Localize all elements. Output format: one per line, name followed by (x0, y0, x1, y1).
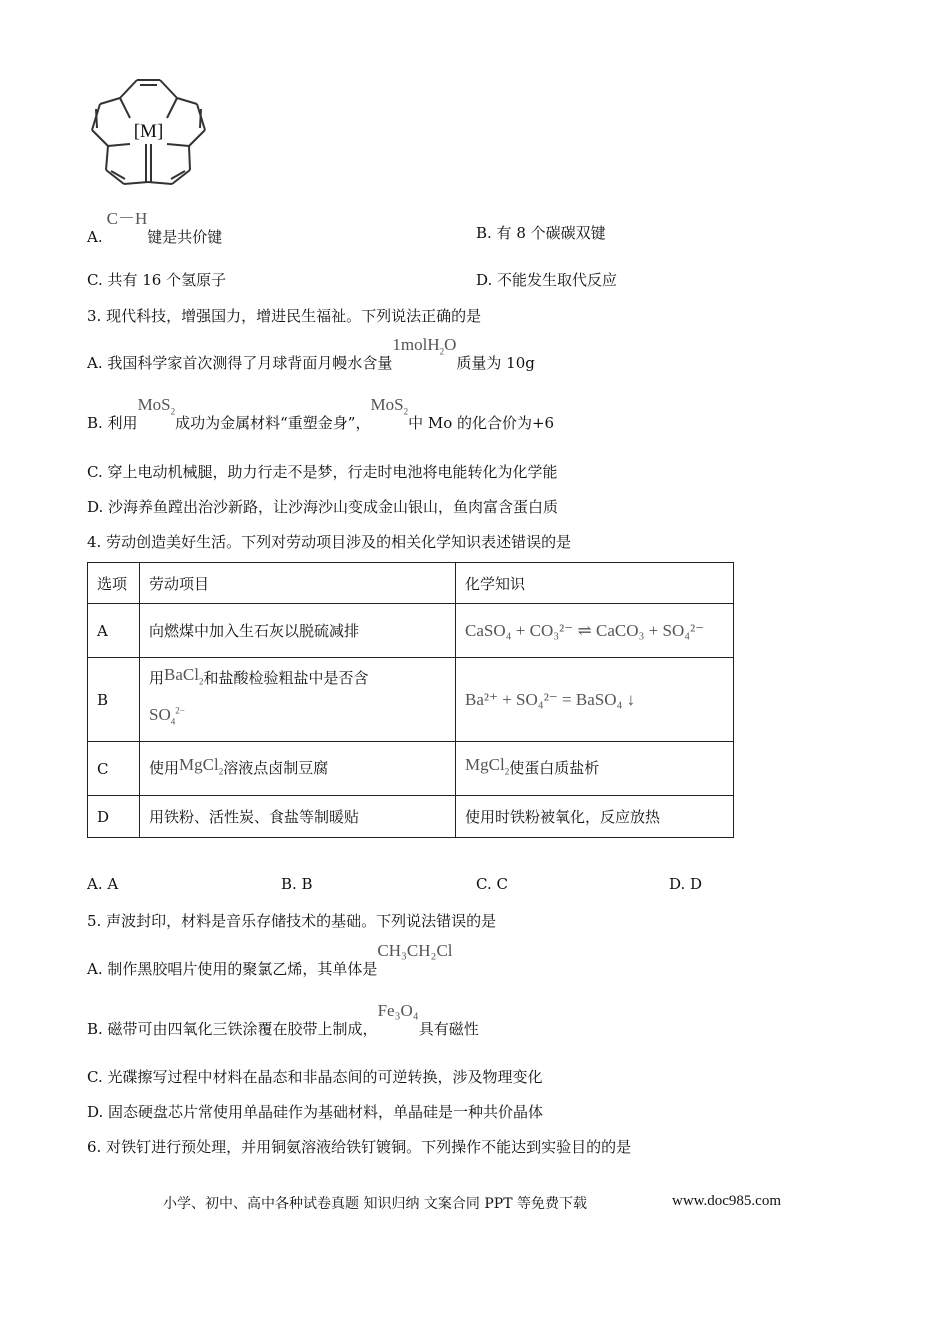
q4-answer-c: C. C (476, 875, 508, 893)
q2-option-d: D. 不能发生取代反应 (476, 271, 618, 289)
q2-a-formula: C－H (106, 209, 148, 228)
q5-a-formula: CH₃CH₂Cl (377, 941, 453, 960)
q3-stem: 3. 现代科技，增强国力，增进民生福祉。下列说法正确的是 (87, 307, 482, 325)
q4-answer-d: D. D (669, 875, 703, 893)
q4-answer-a: A. A (87, 875, 119, 893)
q5-stem: 5. 声波封印，材料是音乐存储技术的基础。下列说法错误的是 (87, 912, 497, 930)
q3-b-formula2: MoS$_2$ (370, 395, 409, 417)
footer-left: 小学、初中、高中各种试卷真题 知识归纳 文案合同 PPT 等免费下载 (163, 1196, 587, 1212)
q3-option-a: A. 我国科学家首次测得了月球背面月幔水含量1molH$_2$O质量为 10g (87, 335, 535, 372)
table-row: C 使用MgCl$_2$溶液点卤制豆腐 MgCl$_2$使蛋白质盐析 (88, 742, 734, 796)
table-row: D 用铁粉、活性炭、食盐等制暖贴 使用时铁粉被氧化，反应放热 (88, 796, 734, 838)
q3-a-formula: 1molH$_2$O (392, 335, 457, 357)
footer-right: www.doc985.com (672, 1193, 782, 1209)
q4-answer-b: B. B (281, 875, 313, 893)
q2-option-a: A.C－H键是共价键 (87, 209, 223, 246)
q3-option-d: D. 沙海养鱼蹚出治沙新路，让沙海沙山变成金山银山，鱼肉富含蛋白质 (87, 498, 559, 516)
metal-center-label: [M] (133, 121, 164, 142)
table-row: B 用BaCl$_2$和盐酸检验粗盐中是否含 $SO_4^{2-}$ Ba²⁺ + SO₄²⁻ = BaSO₄ ↓ (88, 658, 734, 742)
q4-stem: 4. 劳动创造美好生活。下列对劳动项目涉及的相关化学知识表述错误的是 (87, 533, 572, 551)
q5-option-a: A. 制作黑胶唱片使用的聚氯乙烯，其单体是CH₃CH₂Cl (87, 941, 453, 978)
q3-option-b: B. 利用MoS$_2$成功为金属材料“重塑金身”，MoS$_2$中 Mo 的化合价为+6 (87, 395, 555, 432)
molecule-structure-figure (86, 72, 211, 192)
header-project: 劳动项目 (140, 563, 456, 604)
q5-b-formula: Fe₃O₄ (377, 1001, 419, 1020)
table-header-row (88, 563, 734, 604)
header-chem: 化学知识 (456, 563, 734, 604)
table-row: A 向燃煤中加入生石灰以脱硫减排 CaSO₄ + CO₃²⁻ ⇌ CaCO₃ + SO₄²⁻ (88, 604, 734, 658)
q5-option-c: C. 光碟擦写过程中材料在晶态和非晶态间的可逆转换，涉及物理变化 (87, 1068, 543, 1086)
q3-b-formula: MoS$_2$ (137, 395, 176, 417)
q2-option-c: C. 共有 16 个氢原子 (87, 271, 227, 289)
header-option: 选项 (88, 563, 140, 604)
q2-option-b: B. 有 8 个碳碳双键 (476, 224, 606, 242)
q3-option-c: C. 穿上电动机械腿，助力行走不是梦，行走时电池将电能转化为化学能 (87, 463, 558, 481)
q5-option-d: D. 固态硬盘芯片常使用单晶硅作为基础材料，单晶硅是一种共价晶体 (87, 1103, 544, 1121)
q4-table (87, 562, 734, 838)
q6-stem: 6. 对铁钉进行预处理，并用铜氨溶液给铁钉镀铜。下列操作不能达到实验目的的是 (87, 1138, 632, 1156)
q5-option-b: B. 磁带可由四氧化三铁涂覆在胶带上制成，Fe₃O₄具有磁性 (87, 1001, 479, 1038)
